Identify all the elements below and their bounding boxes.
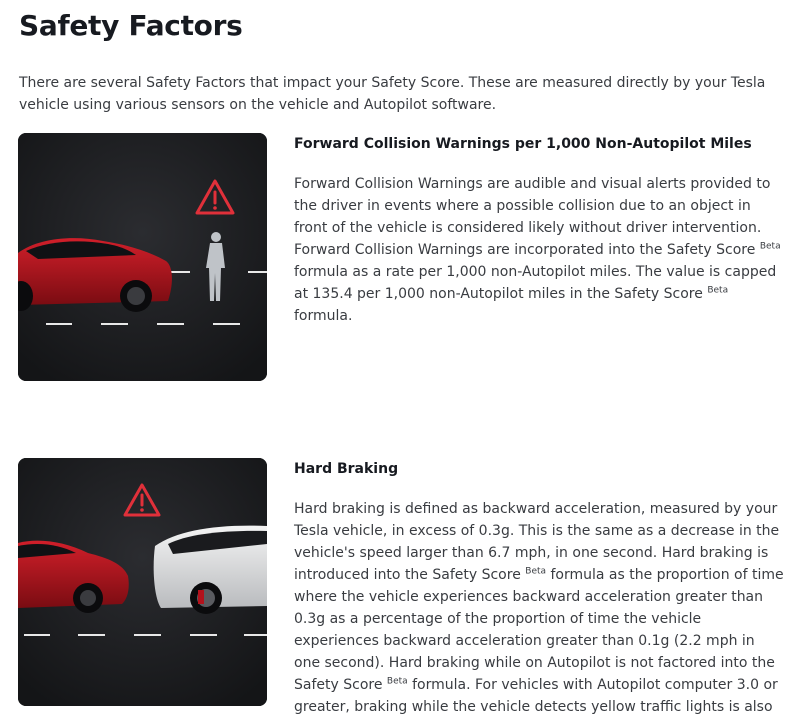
factor-description: Forward Collision Warnings are audible and visual alerts provided to the driver in events where a possible collision due to an object in front of the vehicle is considered likely without driver intervention. Forward Collision Warnings are incorporated into the Safety Score $^{Beta}$ formula as a rate per 1,000 non-Autopilot miles. The value is capped at 135.4 per 1,000 non-Autopilot miles in the Safety Score $^{Beta}$ formula. — [294, 176, 781, 324]
factor-title: Forward Collision Warnings per 1,000 Non-Autopilot Miles — [294, 136, 752, 152]
hard-braking-illustration — [18, 458, 267, 706]
factor-title: Hard Braking — [294, 461, 399, 477]
page-title: Safety Factors — [19, 9, 243, 42]
factor-description: Hard braking is defined as backward acceleration, measured by your Tesla vehicle, in excess of 0.3g. This is the same as a decrease in the vehicle's speed larger than 6.7 mph, in one second. Hard braking is introduced into the Safety Score $^{Beta}$ formula as the proportion of time where the vehicle experiences backward acceleration greater than 0.3g as a percentage of the proportion of time the vehicle experiences backward acceleration greater than 0.1g (2.2 mph in one second). Hard braking while on Autopilot is not factored into the Safety Score $^{Beta}$ formula. For vehicles with Autopilot computer 3.0 or greater, braking while the vehicle detects yellow traffic lights is also — [294, 501, 784, 715]
intro-paragraph: There are several Safety Factors that impact your Safety Score. These are measured directly by your Tesla vehicle using various sensors on the vehicle and Autopilot software. — [19, 75, 766, 113]
white-suv — [154, 526, 267, 614]
forward-collision-illustration — [18, 133, 267, 381]
